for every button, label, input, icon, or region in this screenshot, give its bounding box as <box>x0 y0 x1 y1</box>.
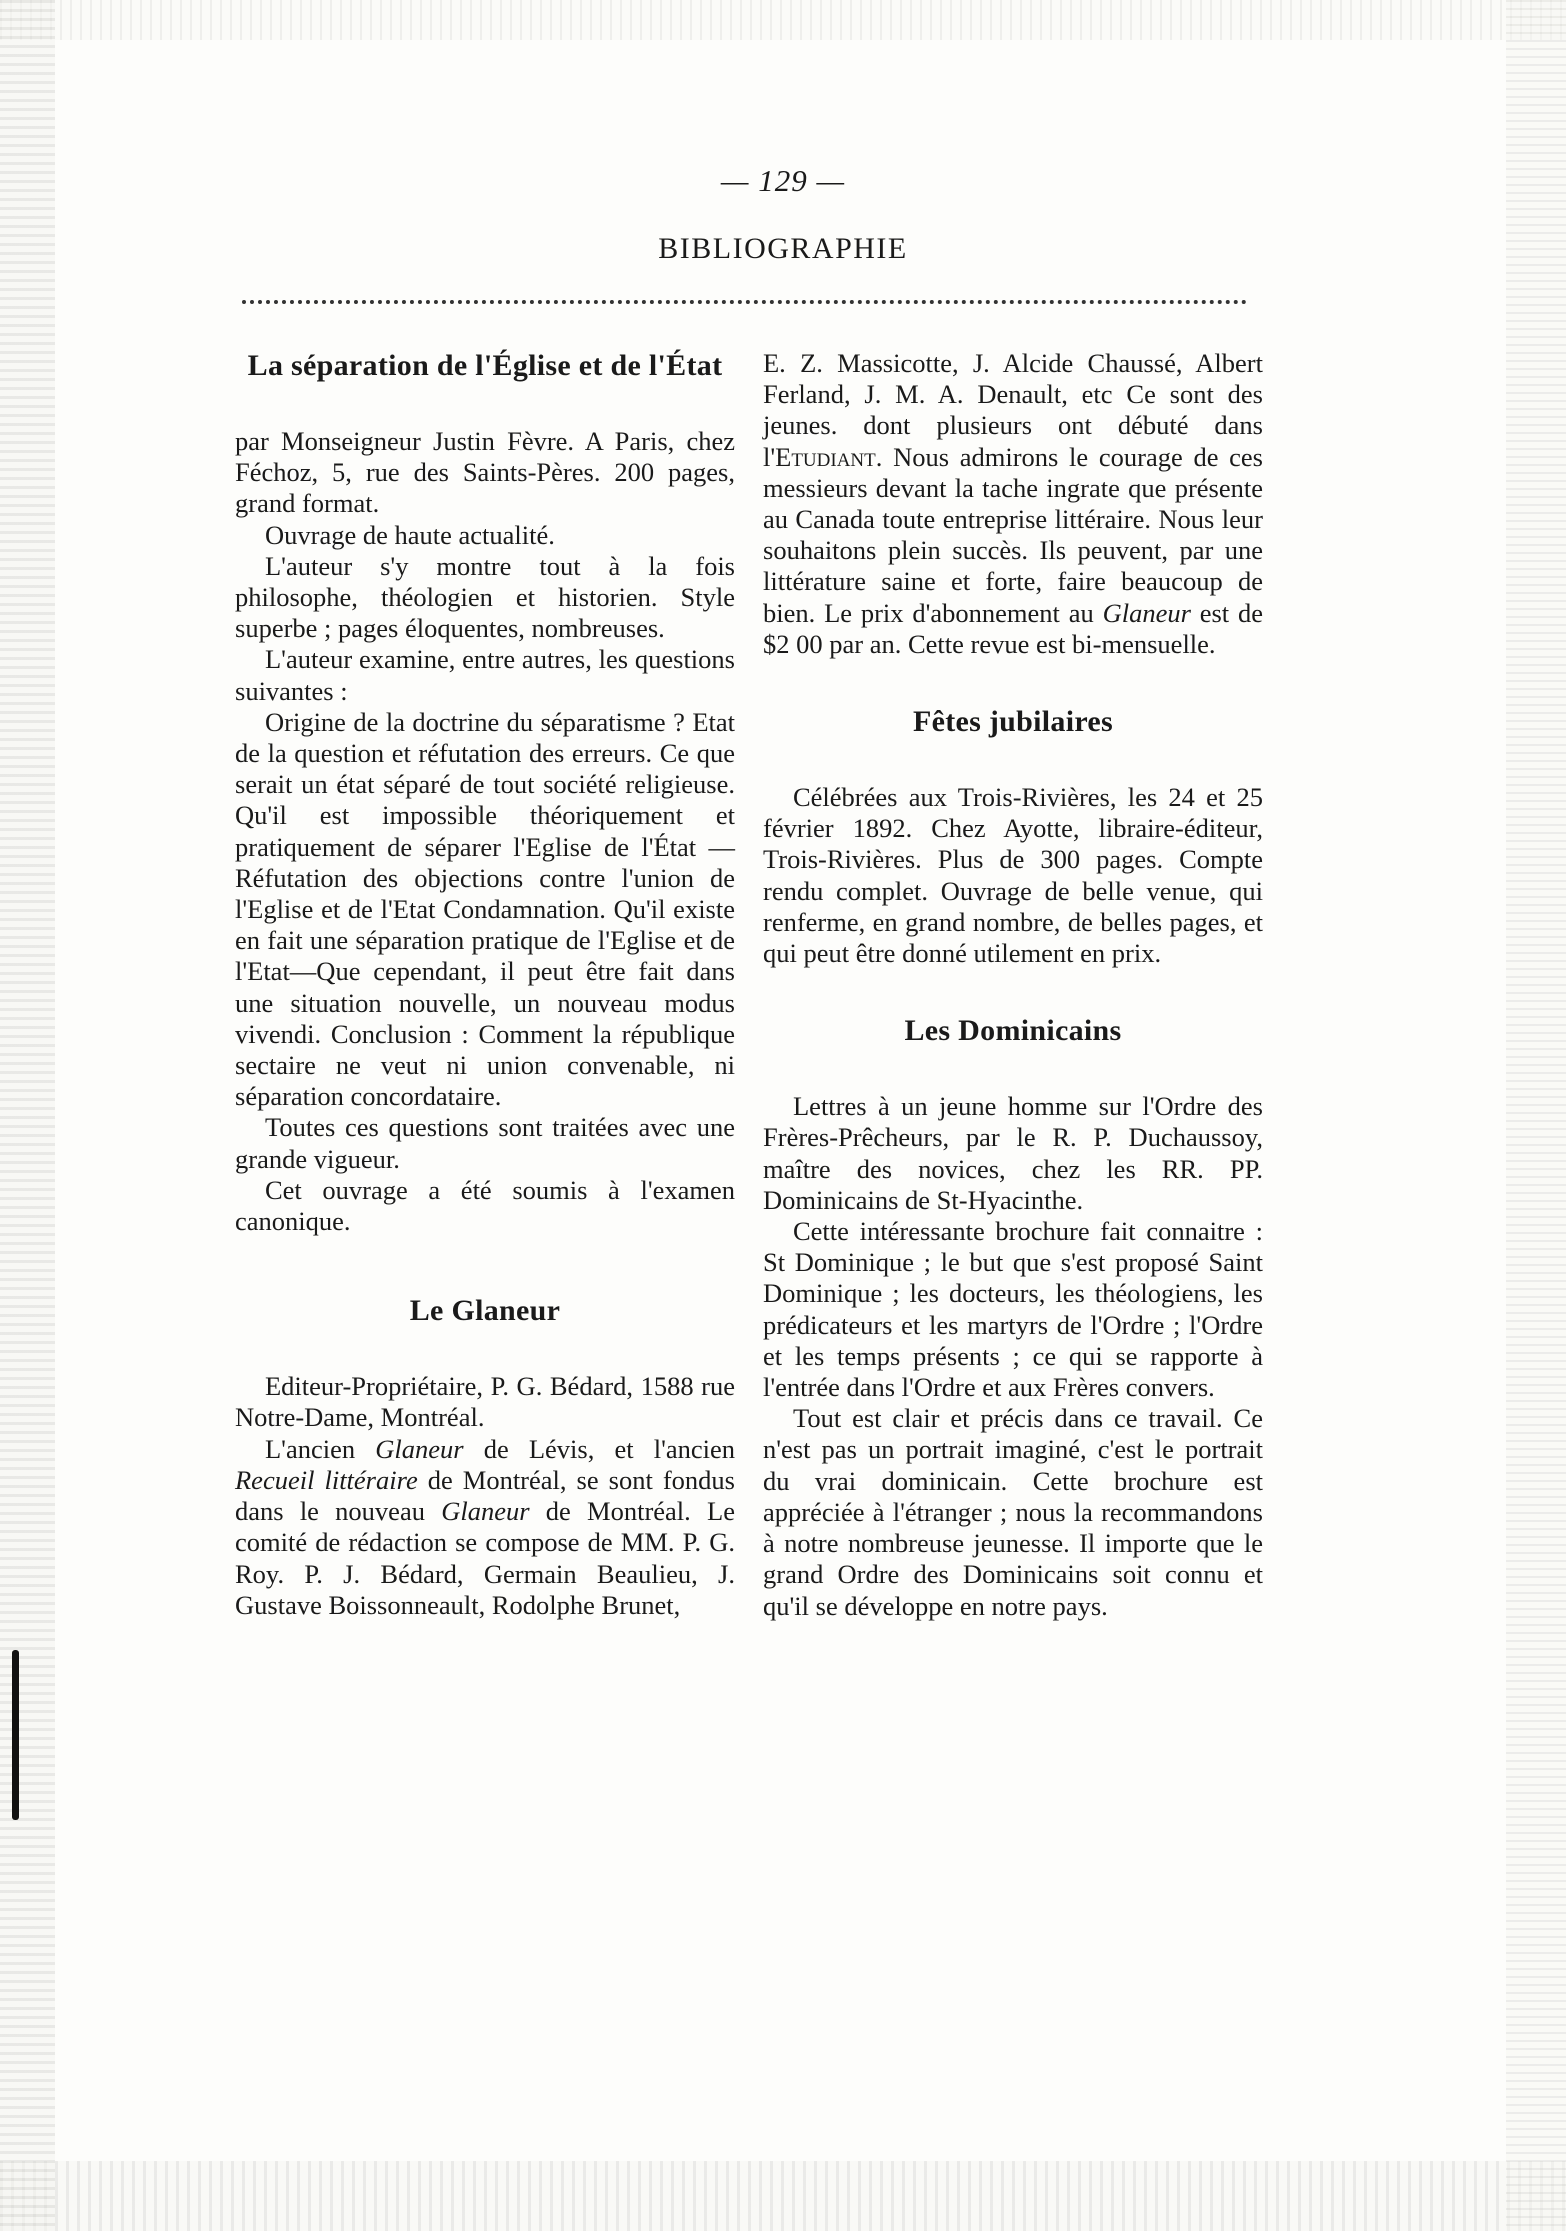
paragraph: Editeur-Propriétaire, P. G. Bédard, 1588 rue Notre-Dame, Montréal. <box>235 1371 735 1433</box>
scan-edge-left <box>0 0 55 2231</box>
paragraph: Ouvrage de haute actualité. <box>265 519 555 550</box>
paragraph: par Monseigneur Justin Fèvre. A Paris, chez Féchoz, 5, rue des Saints-Pères. 200 pages, grand format. <box>235 426 735 519</box>
text-run: de Lévis, et l'ancien <box>463 1433 735 1464</box>
article-title-fetes: Fêtes jubilaires <box>912 705 1114 739</box>
left-column <box>235 348 735 1621</box>
text-run: de Montréal, se sont fondus dans le nouveau <box>235 1464 735 1527</box>
scan-edge-bottom <box>0 2161 1566 2231</box>
paragraph: Lettres à un jeune homme sur l'Ordre des Frères-Prêcheurs, par le R. P. Duchaussoy, maître des novices, chez les RR. PP. Dominicains de St-Hyacinthe. <box>763 1091 1263 1215</box>
periodical-title: Recueil littéraire <box>235 1464 418 1495</box>
dotted-rule <box>242 300 1247 304</box>
text-run: est de $2 00 par an. Cette revue est bi-mensuelle. <box>763 597 1264 659</box>
periodical-title: Glaneur <box>1102 597 1191 628</box>
text-run: L'ancien <box>265 1433 376 1464</box>
periodical-title: Glaneur <box>441 1496 530 1527</box>
text-run: E. Z. Massicotte, J. Alcide Chaussé, Albert Ferland, J. M. A. Denault, etc Ce sont des jeunes. dont plusieurs ont débuté dans l' <box>763 348 1263 472</box>
paragraph: Célébrées aux Trois-Rivières, les 24 et 25 février 1892. Chez Ayotte, libraire-éditeur, Trois-Rivières. Plus de 300 pages. Compte rendu complet. Ouvrage de belle venue, qui renferme, en grand nombre, de belles pages, et qui peut être donné utilement en prix. <box>763 782 1263 969</box>
article-title-dominicains: Les Dominicains <box>904 1014 1122 1048</box>
paragraph: Origine de la doctrine du séparatisme ? Etat de la question et réfutation des erreurs. Ce que serait un état séparé de tout société religieuse. Qu'il est impossible théoriquement et pratiquement de séparer l'Eglise de l'État — Réfutation des objections contre l'union de l'Eglise et de l'Etat Condamnation. Qu'il existe en fait une séparation pratique de l'Eglise et de l'Etat—Que cependant, il peut être fait dans une situation nouvelle, un nouveau modus vivendi. Conclusion : Comment la république sectaire ne veut ni union convenable, ni séparation concordataire. <box>235 706 735 1112</box>
paragraph: Cet ouvrage a été soumis à l'examen canonique. <box>235 1174 735 1237</box>
paragraph <box>235 1434 735 1621</box>
article-title-glaneur: Le Glaneur <box>409 1294 561 1328</box>
paragraph: L'auteur examine, entre autres, les questions suivantes : <box>235 644 735 706</box>
text-run: de Montréal. Le comité de rédaction se compose de MM. P. G. Roy. P. J. Bédard, Germain Beaulieu, J. Gustave Boissonneault, Rodolphe Brunet, <box>235 1496 735 1620</box>
paragraph: Toutes ces questions sont traitées avec une grande vigueur. <box>235 1112 735 1174</box>
spacer <box>763 1071 1263 1091</box>
spacer <box>235 1351 735 1371</box>
spacer <box>763 762 1263 782</box>
section-title: BIBLIOGRAPHIE <box>658 232 908 265</box>
paragraph: L'auteur s'y montre tout à la fois philosophe, théologien et historien. Style superbe ; pages éloquentes, nombreuses. <box>235 550 735 644</box>
right-column <box>763 348 1263 1622</box>
periodical-title: Glaneur <box>375 1433 464 1464</box>
periodical-title: Etudiant <box>775 441 876 472</box>
paragraph: Tout est clair et précis dans ce travail. Ce n'est pas un portrait imaginé, c'est le portrait du vrai dominicain. Cette brochure est appréciée à l'étranger ; nous la recommandons à notre nombreuse jeunesse. Il importe que le grand Ordre des Dominicains soit connu et qu'il se développe en notre pays. <box>763 1403 1263 1621</box>
text-run: . Nous admirons le courage de ces messieurs devant la tache ingrate que présente au Canada toute entreprise littéraire. Nous leur souhaitons plein succès. Ils peuvent, par une littérature saine et forte, faire beaucoup de bien. Le prix d'abonnement au <box>763 441 1263 628</box>
spacer <box>235 406 735 426</box>
scan-edge-right <box>1506 0 1566 2231</box>
page-number: — 129 — <box>720 163 846 198</box>
scan-edge-top <box>0 0 1566 40</box>
spine-mark <box>12 1650 19 1820</box>
paragraph: Cette intéressante brochure fait connaitre : St Dominique ; le but que s'est proposé Saint Dominique ; les docteurs, les théologiens, les prédicateurs et les martyrs de l'Ordre ; l'Ordre et les temps présents ; ce qui se rapporte à l'entrée dans l'Ordre et aux Frères convers. <box>763 1216 1263 1403</box>
paragraph <box>763 348 1263 660</box>
article-title-separation: La séparation de l'Église et de l'État <box>247 349 723 382</box>
